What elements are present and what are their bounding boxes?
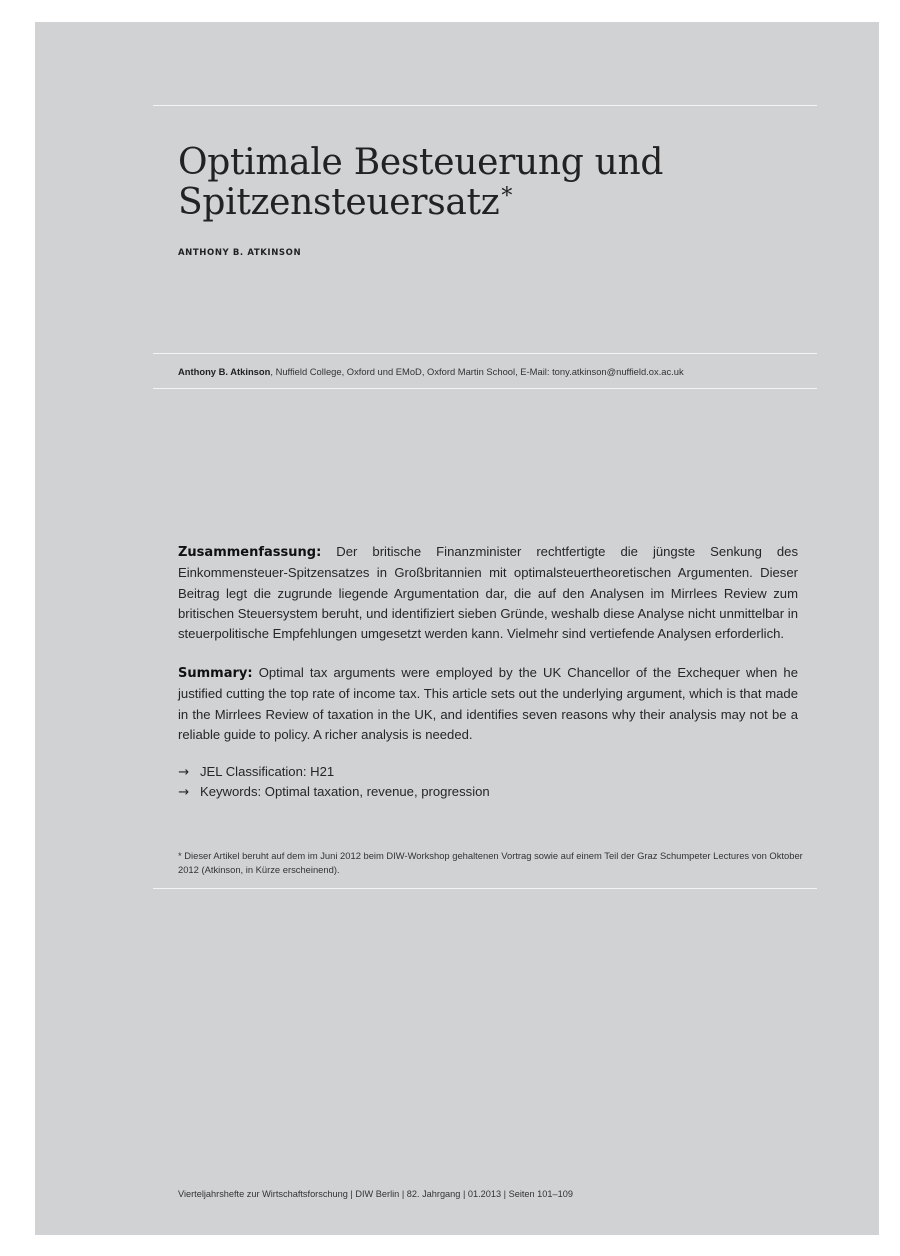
keywords-text: Keywords: Optimal taxation, revenue, progression	[200, 784, 490, 799]
abstract-english-label: Summary:	[178, 666, 253, 681]
abstract-german	[178, 542, 798, 644]
footnote-bottom-divider	[153, 888, 817, 889]
abstract-english-text: Optimal tax arguments were employed by the UK Chancellor of the Exchequer when he justified cutting the top rate of income tax. This article sets out the underlying argument, which is that made in the Mirrlees Review of taxation in the UK, and identifies seven reasons why their analysis may not be a reliable guide to policy. A richer analysis is needed.	[178, 665, 798, 742]
author-name: ANTHONY B. ATKINSON	[178, 248, 302, 258]
abstract-german-label: Zusammenfassung:	[178, 545, 322, 560]
title-line-1: Optimale Besteuerung und	[178, 142, 664, 183]
keywords	[178, 784, 490, 800]
affiliation-details: , Nuffield College, Oxford und EMoD, Oxford Martin School, E-Mail: tony.atkinson@nuffield.ox.ac.uk	[270, 366, 684, 377]
top-divider	[153, 105, 817, 106]
affiliation-top-divider	[153, 353, 817, 354]
title-footnote-marker: *	[501, 184, 513, 209]
author-affiliation	[178, 366, 684, 377]
arrow-right-icon: →	[178, 785, 189, 800]
arrow-right-icon: →	[178, 765, 189, 780]
abstract-english	[178, 663, 798, 745]
journal-footer: Vierteljahrshefte zur Wirtschaftsforschung | DIW Berlin | 82. Jahrgang | 01.2013 | Seiten 101–109	[178, 1189, 573, 1199]
affiliation-bottom-divider	[153, 388, 817, 389]
jel-classification	[178, 764, 334, 780]
footnote: * Dieser Artikel beruht auf dem im Juni 2012 beim DIW-Workshop gehaltenen Vortrag sowie auf einem Teil der Graz Schumpeter Lectures von Oktober 2012 (Atkinson, in Kürze erscheinend).	[178, 850, 803, 875]
jel-classification-text: JEL Classification: H21	[200, 764, 335, 779]
affiliation-name: Anthony B. Atkinson	[178, 366, 271, 377]
title-line-2: Spitzensteuersatz	[178, 182, 500, 223]
abstract-german-text: Der britische Finanzminister rechtfertigte die jüngste Senkung des Einkommensteuer-Spitzensatzes in Großbritannien mit optimalsteuertheoretischen Argumenten. Dieser Beitrag legt die zugrunde liegende Argumentation dar, die auf den Analysen im Mirrlees Review zum britischen Steuersystem beruht, und identifiziert sieben Gründe, weshalb diese Analyse nicht unmittelbar in steuerpolitische Empfehlungen umgesetzt werden kann. Vielmehr sind vertiefende Analysen erforderlich.	[178, 544, 798, 642]
article-title	[178, 143, 798, 223]
